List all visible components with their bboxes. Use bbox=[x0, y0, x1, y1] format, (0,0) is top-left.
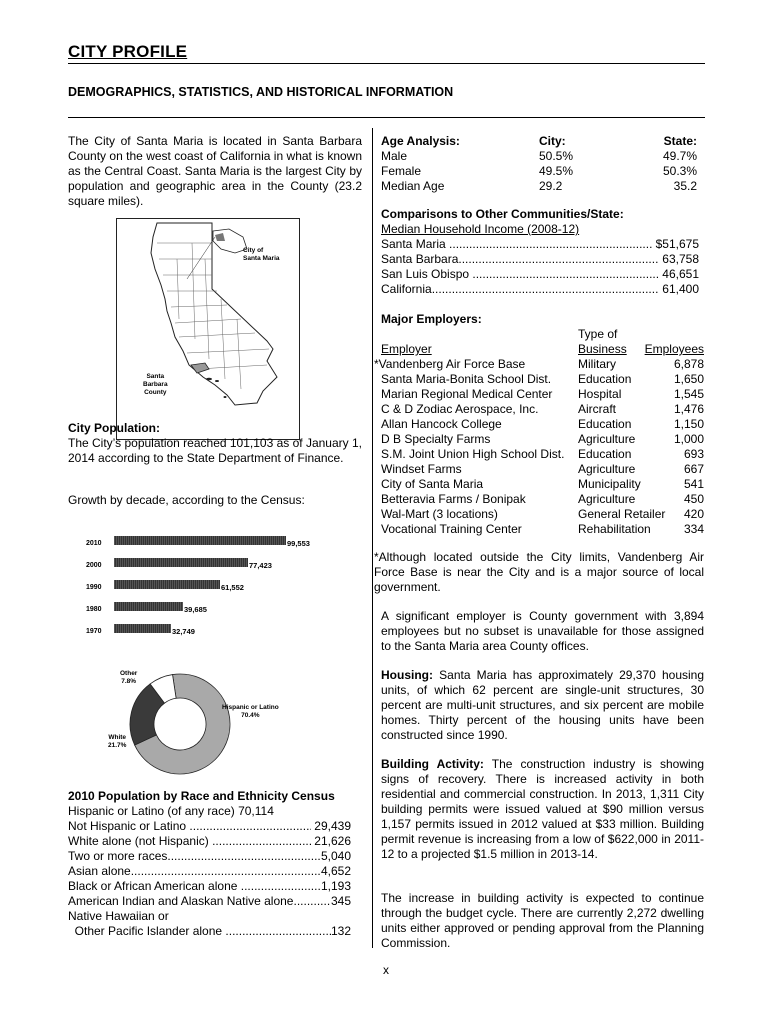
census-row bbox=[68, 879, 351, 894]
page-title: CITY PROFILE bbox=[68, 42, 188, 61]
employer-name: City of Santa Maria bbox=[381, 477, 484, 491]
leader-dots bbox=[131, 864, 321, 879]
bar-category-label: 2010 bbox=[86, 540, 102, 547]
age-row-state: 49.7% bbox=[662, 149, 697, 163]
building-paragraph bbox=[381, 757, 704, 862]
donut-label-hispanic bbox=[222, 704, 279, 720]
page-number: x bbox=[383, 963, 389, 977]
bar-value-label: 77,423 bbox=[249, 561, 272, 570]
age-row-label: Median Age bbox=[381, 179, 445, 193]
employer-count: 1,545 bbox=[673, 387, 704, 401]
donut-label-white-name: White bbox=[108, 734, 127, 741]
comparison-label: Santa Barbara bbox=[381, 252, 459, 266]
census-row-label: Two or more races bbox=[68, 849, 168, 863]
census-row bbox=[68, 834, 351, 849]
census-row-value: 4,652 bbox=[320, 864, 351, 878]
comparison-row bbox=[381, 282, 699, 297]
employer-name: Vocational Training Center bbox=[381, 522, 522, 536]
employer-row bbox=[372, 507, 704, 522]
employer-name: Marian Regional Medical Center bbox=[381, 387, 553, 401]
leader-dots bbox=[458, 252, 659, 267]
population-heading: City Population: bbox=[68, 421, 160, 435]
bar-category-label: 1970 bbox=[86, 628, 102, 635]
bar-category-label: 1980 bbox=[86, 606, 102, 613]
comparison-value: $51,675 bbox=[652, 237, 699, 251]
leader-dots bbox=[449, 237, 652, 252]
comparison-value: 46,651 bbox=[658, 267, 699, 281]
employer-count: 667 bbox=[683, 462, 704, 476]
california-map bbox=[116, 218, 300, 440]
growth-text: Growth by decade, according to the Census: bbox=[68, 493, 305, 507]
employers-footnote: *Although located outside the City limits, Vandenberg Air Force Base is near the City and is a major source of local government. bbox=[374, 550, 704, 594]
bar-value-label: 39,685 bbox=[184, 605, 207, 614]
employer-row bbox=[372, 477, 704, 492]
bar-1990 bbox=[114, 580, 220, 589]
comparisons-heading: Comparisons to Other Communities/State: bbox=[381, 207, 624, 221]
bar-2010 bbox=[114, 536, 286, 545]
employer-business: Aircraft bbox=[578, 402, 617, 416]
age-row-label: Female bbox=[381, 164, 422, 178]
leader-dots bbox=[225, 924, 331, 939]
employer-row bbox=[372, 432, 704, 447]
age-row-state: 50.3% bbox=[662, 164, 697, 178]
employer-count: 420 bbox=[683, 507, 704, 521]
employer-name: Allan Hancock College bbox=[381, 417, 502, 431]
comparison-row bbox=[381, 267, 699, 282]
employer-row bbox=[372, 522, 704, 537]
comparison-label: California bbox=[381, 282, 432, 296]
comparison-row bbox=[381, 237, 699, 252]
comparison-row bbox=[381, 252, 699, 267]
bar-1970 bbox=[114, 624, 171, 633]
employer-count: 1,650 bbox=[673, 372, 704, 386]
leader-dots bbox=[167, 849, 321, 864]
employer-business: Agriculture bbox=[578, 492, 636, 506]
major-employers bbox=[372, 312, 704, 537]
donut-svg bbox=[108, 666, 308, 776]
bar-value-label: 61,552 bbox=[221, 583, 244, 592]
age-row-label: Male bbox=[381, 149, 408, 163]
housing-paragraph bbox=[381, 668, 704, 743]
employer-count: 6,878 bbox=[673, 357, 704, 371]
employer-count: 450 bbox=[683, 492, 704, 506]
bar-2000 bbox=[114, 558, 248, 567]
census-row-label: Other Pacific Islander alone bbox=[68, 924, 226, 938]
employer-row bbox=[372, 447, 704, 462]
island-icon bbox=[206, 378, 212, 381]
census-row bbox=[68, 819, 351, 834]
employer-business: Education bbox=[578, 417, 632, 431]
census-heading: 2010 Population by Race and Ethnicity Census bbox=[68, 789, 335, 803]
employer-business: Hospital bbox=[578, 387, 622, 401]
employers-heading: Major Employers: bbox=[381, 312, 482, 326]
employer-row bbox=[372, 387, 704, 402]
employer-name: Betteravia Farms / Bonipak bbox=[381, 492, 526, 506]
employers-header-row bbox=[372, 342, 704, 357]
census-row bbox=[68, 924, 351, 939]
leader-dots bbox=[212, 834, 311, 849]
employer-business: General Retailer bbox=[578, 507, 666, 521]
comparison-label: Santa Maria bbox=[381, 237, 450, 251]
age-header-state: State: bbox=[663, 134, 697, 148]
census-row-value: 132 bbox=[330, 924, 351, 938]
census-row-label: Asian alone bbox=[68, 864, 131, 878]
age-header-label: Age Analysis: bbox=[381, 134, 460, 148]
employer-row bbox=[372, 462, 704, 477]
leader-dots bbox=[241, 879, 321, 894]
housing-heading: Housing: bbox=[381, 668, 433, 682]
title-rule bbox=[68, 63, 705, 64]
employer-count: 541 bbox=[683, 477, 704, 491]
census-row-label: Black or African American alone bbox=[68, 879, 241, 893]
employer-row bbox=[372, 417, 704, 432]
county-employer-note: A significant employer is County government with 3,894 employees but no subset is unavailable for those assigned to the Santa Maria area County offices. bbox=[381, 609, 704, 653]
map-county-label: Santa Barbara County bbox=[143, 373, 168, 396]
employer-business: Education bbox=[578, 372, 632, 386]
comparison-value: 61,400 bbox=[658, 282, 699, 296]
employer-count: 1,476 bbox=[673, 402, 704, 416]
employer-name: Santa Maria-Bonita School Dist. bbox=[381, 372, 552, 386]
employer-count: 693 bbox=[683, 447, 704, 461]
census-row bbox=[68, 864, 351, 879]
census-row-value: 345 bbox=[330, 894, 351, 908]
employer-row bbox=[372, 492, 704, 507]
employers-col-employer: Employer bbox=[381, 342, 432, 356]
building-paragraph-2: The increase in building activity is expected to continue through the budget cycle. There are currently 2,272 dwelling units either approved or pending approval from the Planning Commission. bbox=[381, 891, 704, 950]
age-row-state: 35.2 bbox=[673, 179, 697, 193]
donut-label-other-name: Other bbox=[120, 670, 138, 677]
employer-count: 334 bbox=[683, 522, 704, 536]
population-bar-chart bbox=[86, 532, 310, 636]
age-analysis bbox=[381, 134, 701, 194]
employer-name: S.M. Joint Union High School Dist. bbox=[381, 447, 565, 461]
employer-row bbox=[372, 357, 704, 372]
bar-1980 bbox=[114, 602, 183, 611]
employer-row bbox=[372, 372, 704, 387]
employer-row bbox=[372, 402, 704, 417]
intro-paragraph: The City of Santa Maria is located in Santa Barbara County on the west coast of California in what is known as the Central Coast. Santa Maria is the largest City by population and geographic area in the County (23.2 square miles). bbox=[68, 134, 362, 208]
age-row bbox=[381, 179, 701, 194]
bar-value-label: 99,553 bbox=[287, 539, 310, 548]
employers-col-business: Business bbox=[578, 342, 627, 356]
building-heading: Building Activity: bbox=[381, 757, 484, 771]
race-donut-chart bbox=[108, 666, 308, 776]
employer-business: Military bbox=[578, 357, 616, 371]
comparison-label: San Luis Obispo bbox=[381, 267, 473, 281]
employers-col-type: Type of bbox=[578, 327, 618, 341]
leader-dots bbox=[472, 267, 659, 282]
donut-label-hispanic-value: 70.4% bbox=[241, 712, 260, 719]
age-row-city: 49.5% bbox=[539, 164, 574, 178]
island-icon bbox=[224, 396, 227, 398]
employer-count: 1,000 bbox=[673, 432, 704, 446]
comparison-value: 63,758 bbox=[658, 252, 699, 266]
donut-label-white bbox=[108, 734, 126, 750]
employers-type-row bbox=[372, 327, 704, 342]
age-header-row bbox=[381, 134, 701, 149]
donut-label-other-value: 7.8% bbox=[121, 678, 137, 685]
employer-business: Agriculture bbox=[578, 432, 636, 446]
leader-dots bbox=[189, 819, 311, 834]
census-row-label: American Indian and Alaskan Native alone bbox=[68, 894, 294, 908]
age-row bbox=[381, 164, 701, 179]
donut-label-hispanic-name: Hispanic or Latino bbox=[222, 704, 279, 711]
employer-business: Education bbox=[578, 447, 632, 461]
building-text: The construction industry is showing signs of recovery. There is increased activity in both residential and commercial construction. In 2013, 1,311 City building permits were issued valued at $90 million versus 1,157 permits issued in 2012 valued at $33 million. Building permit revenue is increasing from a low of $622,000 in 2011-12 to a projected $1.5 million in 2013-14. bbox=[381, 757, 704, 861]
census-nh-line: Native Hawaiian or bbox=[68, 909, 169, 923]
census-row-label: Not Hispanic or Latino bbox=[68, 819, 190, 833]
census-list bbox=[68, 804, 351, 939]
census-row-value: 21,626 bbox=[310, 834, 351, 848]
census-row-label: White alone (not Hispanic) bbox=[68, 834, 213, 848]
donut-label-other bbox=[120, 670, 137, 686]
island-icon bbox=[215, 380, 219, 382]
housing-text: Santa Maria has approximately 29,370 housing units, of which 62 percent are single-unit structures, 30 percent are multi-unit structures, and six percent are mobile homes. Thirty percent of the housing units have been constructed since 1990. bbox=[381, 668, 704, 742]
age-row-city: 50.5% bbox=[539, 149, 574, 163]
employer-business: Rehabilitation bbox=[578, 522, 651, 536]
comparisons bbox=[381, 207, 699, 297]
age-header-city: City: bbox=[539, 134, 566, 148]
employer-count: 1,150 bbox=[673, 417, 704, 431]
column-divider bbox=[372, 128, 373, 948]
census-row-value: 1,193 bbox=[320, 879, 351, 893]
census-row-value: 5,040 bbox=[320, 849, 351, 863]
bar-category-label: 2000 bbox=[86, 562, 102, 569]
age-row-city: 29.2 bbox=[539, 179, 563, 193]
census-row bbox=[68, 849, 351, 864]
employer-name: C & D Zodiac Aerospace, Inc. bbox=[381, 402, 539, 416]
population-paragraph: The City’s population reached 101,103 as of January 1, 2014 according to the State Department of Finance. bbox=[68, 436, 362, 465]
donut-label-white-value: 21.7% bbox=[108, 742, 127, 749]
employers-col-employees: Employees bbox=[644, 342, 704, 356]
employer-name: Windset Farms bbox=[381, 462, 462, 476]
comparisons-subheading: Median Household Income (2008-12) bbox=[381, 222, 580, 236]
census-row bbox=[68, 894, 351, 909]
leader-dots bbox=[293, 894, 330, 909]
bar-category-label: 1990 bbox=[86, 584, 102, 591]
employer-name: D B Specialty Farms bbox=[381, 432, 491, 446]
subtitle-rule bbox=[68, 117, 705, 118]
employer-business: Municipality bbox=[578, 477, 641, 491]
census-hispanic-line: Hispanic or Latino (of any race) 70,114 bbox=[68, 804, 274, 818]
leader-dots bbox=[432, 282, 659, 297]
employer-name: Wal-Mart (3 locations) bbox=[381, 507, 498, 521]
employer-business: Agriculture bbox=[578, 462, 636, 476]
age-row bbox=[381, 149, 701, 164]
bar-value-label: 32,749 bbox=[172, 627, 195, 636]
page-subtitle: DEMOGRAPHICS, STATISTICS, AND HISTORICAL INFORMATION bbox=[68, 85, 454, 99]
map-city-label: City of Santa Maria bbox=[243, 247, 280, 262]
employer-name: *Vandenberg Air Force Base bbox=[374, 357, 526, 371]
census-row-value: 29,439 bbox=[310, 819, 351, 833]
